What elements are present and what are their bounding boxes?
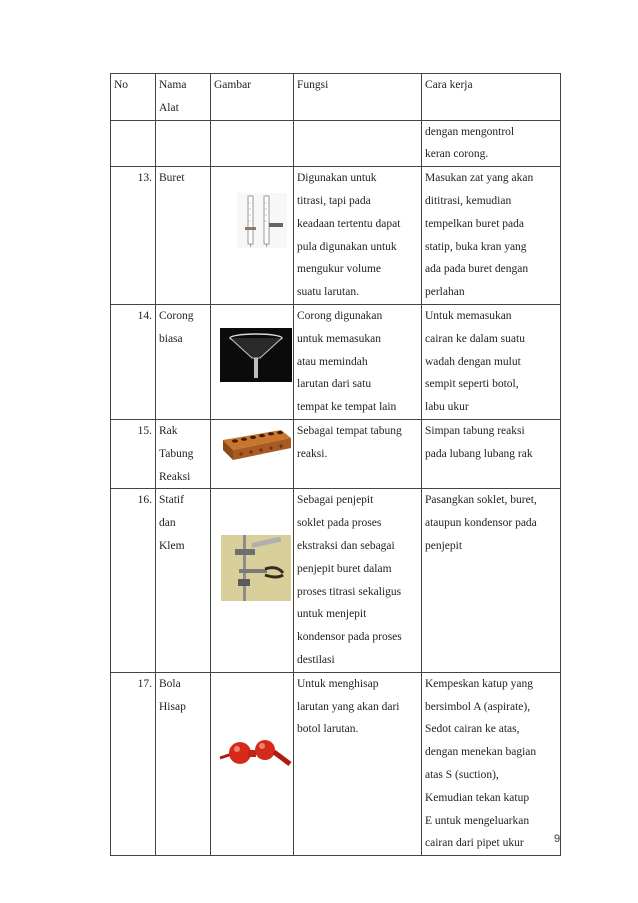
row-nama: Rak Tabung Reaksi: [156, 419, 211, 488]
row-number: 14.: [111, 304, 156, 419]
test-tube-rack-image: [219, 426, 294, 466]
continuation-row: [111, 120, 561, 167]
row-gambar: [211, 167, 294, 305]
row-cara-kerja: Simpan tabung reaksi pada lubang lubang rak: [422, 419, 561, 488]
table-row: [111, 304, 561, 419]
continuation-cara: dengan mengontrol keran corong.: [422, 120, 561, 167]
table-row: [111, 672, 561, 855]
row-fungsi: Digunakan untuk titrasi, tapi pada keadaan tertentu dapat pula digunakan untuk mengukur volume suatu larutan.: [294, 167, 422, 305]
header-no: No: [111, 74, 156, 121]
row-nama: Corong biasa: [156, 304, 211, 419]
row-cara-kerja: Untuk memasukan cairan ke dalam suatu wadah dengan mulut sempit seperti botol, labu ukur: [422, 304, 561, 419]
row-gambar: [211, 672, 294, 855]
stand-clamp-image: [221, 535, 291, 601]
row-cara-kerja: Masukan zat yang akan dititrasi, kemudian tempelkan buret pada statip, buka kran yang ada pada buret dengan perlahan: [422, 167, 561, 305]
row-cara-kerja: Kempeskan katup yang bersimbol A (aspirate), Sedot cairan ke atas, dengan menekan bagian atas S (suction), Kemudian tekan katup E untuk mengeluarkan cairan dari pipet ukur: [422, 672, 561, 855]
row-cara-kerja: Pasangkan soklet, buret, ataupun kondensor pada penjepit: [422, 489, 561, 672]
equipment-table: [110, 73, 561, 856]
row-gambar: [211, 304, 294, 419]
row-fungsi: Corong digunakan untuk memasukan atau memindah larutan dari satu tempat ke tempat lain: [294, 304, 422, 419]
row-nama: Statif dan Klem: [156, 489, 211, 672]
row-fungsi: Sebagai penjepit soklet pada proses ekstraksi dan sebagai penjepit buret dalam proses titrasi sekaligus untuk menjepit kondensor pada proses destilasi: [294, 489, 422, 672]
row-number: 17.: [111, 672, 156, 855]
funnel-image: [220, 328, 292, 382]
table-header-row: [111, 74, 561, 121]
table-row: [111, 489, 561, 672]
page-number: 9: [554, 833, 561, 845]
row-nama: Buret: [156, 167, 211, 305]
row-number: 15.: [111, 419, 156, 488]
row-number: 16.: [111, 489, 156, 672]
header-gambar: Gambar: [211, 74, 294, 121]
header-fungsi: Fungsi: [294, 74, 422, 121]
row-gambar: [211, 489, 294, 672]
header-nama: Nama Alat: [156, 74, 211, 121]
header-cara-kerja: Cara kerja: [422, 74, 561, 121]
row-fungsi: Sebagai tempat tabung reaksi.: [294, 419, 422, 488]
pipette-bulb-image: [218, 734, 294, 772]
row-nama: Bola Hisap: [156, 672, 211, 855]
table-row: [111, 419, 561, 488]
row-fungsi: Untuk menghisap larutan yang akan dari botol larutan.: [294, 672, 422, 855]
row-gambar: [211, 419, 294, 488]
table-row: [111, 167, 561, 305]
buret-image: [237, 193, 287, 248]
row-number: 13.: [111, 167, 156, 305]
